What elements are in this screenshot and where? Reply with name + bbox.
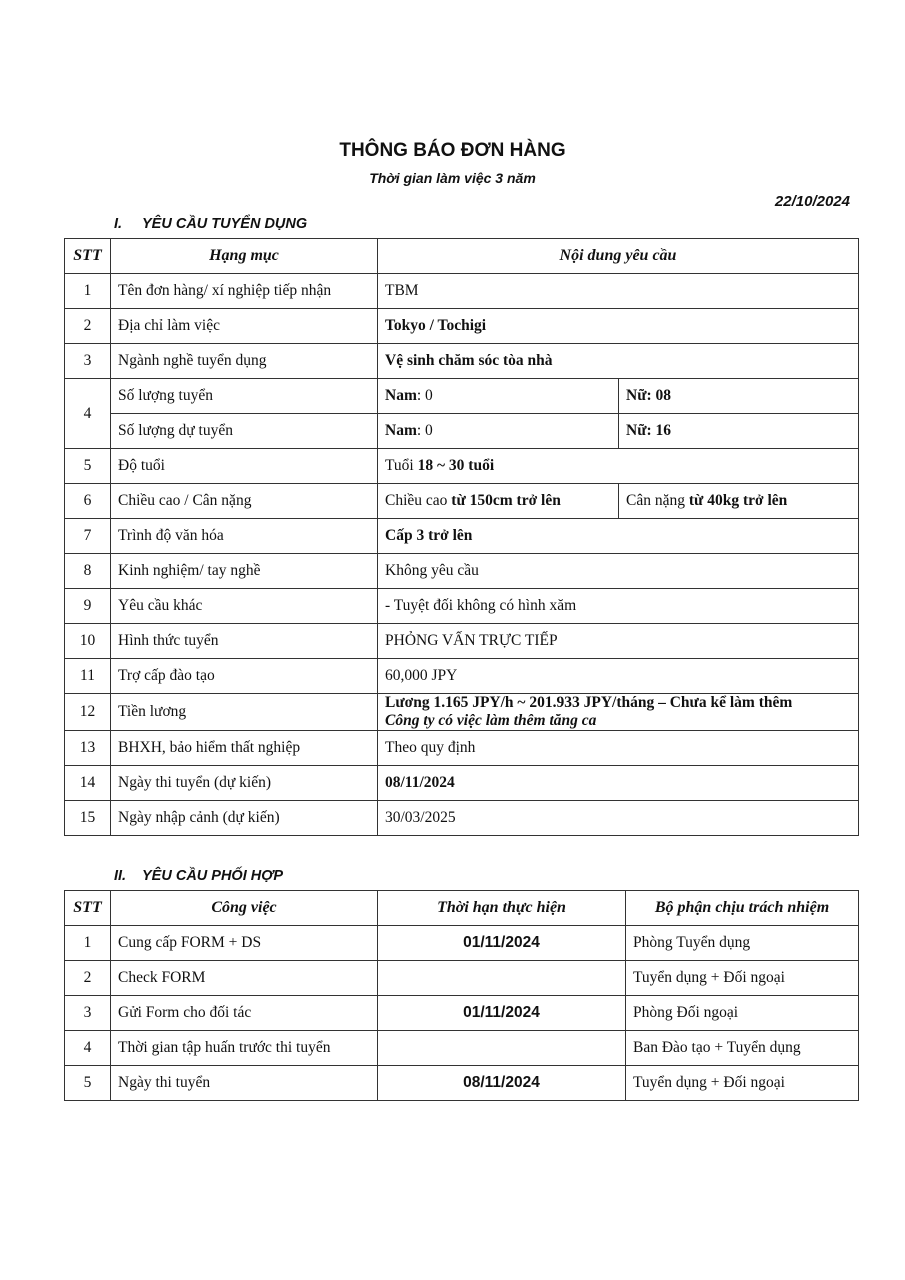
female-value: : 16 — [646, 422, 672, 439]
table-row — [65, 484, 859, 519]
table-row — [65, 996, 859, 1031]
row-stt: 10 — [65, 624, 111, 659]
row-stt: 5 — [65, 1066, 111, 1101]
row-value: PHỎNG VẤN TRỰC TIẾP — [378, 624, 859, 659]
row-deadline — [378, 1031, 626, 1066]
row-stt: 14 — [65, 766, 111, 801]
row-stt: 7 — [65, 519, 111, 554]
section-1-heading — [114, 216, 307, 232]
row-deadline: 08/11/2024 — [378, 1066, 626, 1101]
table-header-row — [65, 891, 859, 926]
weight-prefix: Cân nặng — [626, 492, 689, 509]
row-item: Tiền lương — [111, 694, 378, 731]
female-count-cell — [619, 379, 859, 414]
header-deadline: Thời hạn thực hiện — [378, 891, 626, 926]
section-2-heading — [114, 868, 283, 884]
row-stt: 12 — [65, 694, 111, 731]
row-department: Phòng Tuyển dụng — [626, 926, 859, 961]
row-task: Ngày thi tuyển — [111, 1066, 378, 1101]
header-content: Nội dung yêu cầu — [378, 239, 859, 274]
female-count-cell — [619, 414, 859, 449]
age-value: 18 ~ 30 tuổi — [417, 457, 495, 474]
row-item: Tên đơn hàng/ xí nghiệp tiếp nhận — [111, 274, 378, 309]
coordination-table — [64, 890, 859, 1101]
table-row — [65, 344, 859, 379]
row-value: Không yêu cầu — [378, 554, 859, 589]
row-item: Trình độ văn hóa — [111, 519, 378, 554]
row-task: Check FORM — [111, 961, 378, 996]
row-value: 30/03/2025 — [378, 801, 859, 836]
row-department: Tuyển dụng + Đối ngoại — [626, 1066, 859, 1101]
row-department: Ban Đào tạo + Tuyển dụng — [626, 1031, 859, 1066]
table-row — [65, 1031, 859, 1066]
document-date: 22/10/2024 — [774, 193, 850, 210]
height-cell — [378, 484, 619, 519]
row-item: Chiều cao / Cân nặng — [111, 484, 378, 519]
section-1-title: YÊU CẦU TUYỂN DỤNG — [142, 216, 308, 232]
section-2-title: YÊU CẦU PHỐI HỢP — [142, 868, 284, 884]
row-stt: 5 — [65, 449, 111, 484]
table-row — [65, 1066, 859, 1101]
table-row — [65, 554, 859, 589]
row-item: Địa chỉ làm việc — [111, 309, 378, 344]
row-value: 08/11/2024 — [378, 766, 859, 801]
row-stt: 8 — [65, 554, 111, 589]
female-value: : 08 — [646, 387, 672, 404]
height-value: từ 150cm trở lên — [451, 492, 561, 509]
weight-value: từ 40kg trở lên — [688, 492, 788, 509]
row-item: Ngày thi tuyển (dự kiến) — [111, 766, 378, 801]
female-label: Nữ — [626, 422, 647, 439]
overtime-line: Công ty có việc làm thêm tăng ca — [385, 712, 597, 729]
table-row — [65, 519, 859, 554]
header-item: Hạng mục — [111, 239, 378, 274]
row-item: Yêu cầu khác — [111, 589, 378, 624]
table-header-row — [65, 239, 859, 274]
row-value: TBM — [378, 274, 859, 309]
table-row — [65, 801, 859, 836]
row-deadline: 01/11/2024 — [378, 996, 626, 1031]
row-department: Tuyển dụng + Đối ngoại — [626, 961, 859, 996]
female-label: Nữ — [626, 387, 647, 404]
table-row — [65, 274, 859, 309]
header-stt: STT — [65, 239, 111, 274]
table-row — [65, 589, 859, 624]
row-stt: 3 — [65, 344, 111, 379]
row-item: Ngày nhập cảnh (dự kiến) — [111, 801, 378, 836]
salary-line: Lương 1.165 JPY/h ~ 201.933 JPY/tháng – Chưa kể làm thêm — [385, 694, 793, 711]
row-item: Trợ cấp đào tạo — [111, 659, 378, 694]
row-stt: 1 — [65, 274, 111, 309]
age-prefix: Tuổi — [385, 457, 418, 474]
male-value: : 0 — [416, 422, 433, 439]
row-deadline: 01/11/2024 — [378, 926, 626, 961]
weight-cell — [619, 484, 859, 519]
row-stt: 9 — [65, 589, 111, 624]
row-item: Ngành nghề tuyển dụng — [111, 344, 378, 379]
male-label: Nam — [385, 422, 417, 439]
row-item: BHXH, bảo hiểm thất nghiệp — [111, 731, 378, 766]
section-2-number: II. — [114, 868, 127, 884]
table-row — [65, 926, 859, 961]
row-task: Thời gian tập huấn trước thi tuyển — [111, 1031, 378, 1066]
row-task: Cung cấp FORM + DS — [111, 926, 378, 961]
row-value: Tokyo / Tochigi — [378, 309, 859, 344]
table-row — [65, 731, 859, 766]
salary-cell — [378, 694, 859, 731]
document-title: THÔNG BÁO ĐƠN HÀNG — [339, 140, 566, 161]
header-task: Công việc — [111, 891, 378, 926]
male-count-cell — [378, 414, 619, 449]
row-value: 60,000 JPY — [378, 659, 859, 694]
row-item: Độ tuổi — [111, 449, 378, 484]
row-task: Gửi Form cho đối tác — [111, 996, 378, 1031]
table-row — [65, 961, 859, 996]
row-stt: 4 — [65, 1031, 111, 1066]
row-stt: 13 — [65, 731, 111, 766]
male-value: : 0 — [416, 387, 433, 404]
table-row — [65, 414, 859, 449]
table-row — [65, 766, 859, 801]
row-value: Vệ sinh chăm sóc tòa nhà — [378, 344, 859, 379]
row-item: Kinh nghiệm/ tay nghề — [111, 554, 378, 589]
row-stt: 4 — [65, 379, 111, 449]
male-label: Nam — [385, 387, 417, 404]
row-value: - Tuyệt đối không có hình xăm — [378, 589, 859, 624]
recruitment-requirements-table — [64, 238, 859, 836]
row-department: Phòng Đối ngoại — [626, 996, 859, 1031]
table-row — [65, 379, 859, 414]
row-stt: 15 — [65, 801, 111, 836]
row-value — [378, 449, 859, 484]
row-stt: 3 — [65, 996, 111, 1031]
row-item: Số lượng tuyển — [111, 379, 378, 414]
header-stt: STT — [65, 891, 111, 926]
row-value: Theo quy định — [378, 731, 859, 766]
table-row — [65, 309, 859, 344]
row-stt: 11 — [65, 659, 111, 694]
row-item: Số lượng dự tuyển — [111, 414, 378, 449]
row-stt: 1 — [65, 926, 111, 961]
row-stt: 2 — [65, 961, 111, 996]
height-prefix: Chiều cao — [385, 492, 452, 509]
table-row — [65, 694, 859, 731]
table-row — [65, 659, 859, 694]
row-value: Cấp 3 trở lên — [378, 519, 859, 554]
row-stt: 6 — [65, 484, 111, 519]
table-row — [65, 624, 859, 659]
male-count-cell — [378, 379, 619, 414]
header-department: Bộ phận chịu trách nhiệm — [626, 891, 859, 926]
row-deadline — [378, 961, 626, 996]
row-stt: 2 — [65, 309, 111, 344]
document-subtitle: Thời gian làm việc 3 năm — [369, 170, 536, 186]
row-item: Hình thức tuyển — [111, 624, 378, 659]
table-row — [65, 449, 859, 484]
section-1-number: I. — [114, 216, 123, 232]
